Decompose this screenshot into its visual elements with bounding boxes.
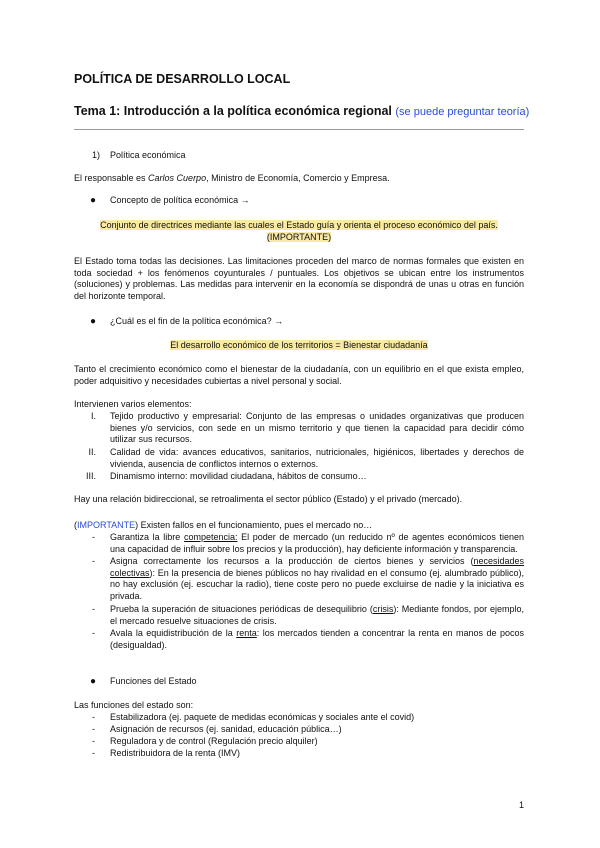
crecimiento-paragraph: Tanto el crecimiento económico como el bienestar de la ciudadanía, con un equilibrio en el que exista empleo, poder adquisitivo y necesidades cubiertas a nivel personal y social. <box>74 364 524 386</box>
fallo-key: renta <box>236 628 257 638</box>
bullet-icon: ● <box>90 195 97 206</box>
fallo-item <box>110 556 524 602</box>
funcion-item: Redistribuidora de la renta (IMV) <box>110 748 241 758</box>
estado-paragraph: El Estado toma todas las decisiones. Las limitaciones proceden del marco de normas formales que existen en toda sociedad + los fenómenos coyunturales / puntuales. Los objetivos se ubican entre los instrumentos (soluciones) y problemas. Las medidas para intervenir en la economía se dispondrá de unas u otras en función del horizonte temporal. <box>74 256 524 301</box>
funcion-item: Asignación de recursos (ej. sanidad, educación pública…) <box>110 724 342 734</box>
fallo-pre: Garantiza la libre <box>110 532 184 542</box>
responsable-name: Carlos Cuerpo <box>148 173 207 183</box>
responsable-before: El responsable es <box>74 173 149 183</box>
fallo-pre: Avala la equidistribución de la <box>110 628 237 638</box>
fallo-post: ): En la presencia de bienes públicos no hay rivalidad en el consumo (ej. alumbrado público), no hay exclusión (ej. escuchar la radio), tiene coste pero no puede excluirse de nadie y la iniciativa es privada. <box>110 567 524 601</box>
tema-note: (se puede preguntar teoría) <box>395 106 530 118</box>
dash-icon: - <box>92 736 95 746</box>
dash-icon: - <box>92 712 95 722</box>
list-number: I. <box>90 411 96 421</box>
fallo-pre: Asigna correctamente los recursos a la producción de ciertos bienes y servicios ( <box>110 556 474 566</box>
dash-icon: - <box>92 556 95 566</box>
section-heading: Política económica <box>110 150 186 160</box>
bullet-icon: ● <box>90 316 97 327</box>
horizontal-rule <box>74 129 524 130</box>
fallo-item <box>110 604 524 627</box>
dash-icon: - <box>92 724 95 734</box>
fallo-post: El poder de mercado (un reducido nº de agentes económicos tienen una capacidad de influir sobre los precios y la producción), hay deficiente información y transparencia. <box>110 532 524 554</box>
dash-icon: - <box>92 604 95 614</box>
concepto-bullet: Concepto de política económica → <box>110 195 250 205</box>
fallos-intro <box>74 520 372 532</box>
list-number: III. <box>85 471 96 481</box>
dash-icon: - <box>92 532 95 542</box>
concepto-definition <box>74 220 524 232</box>
fallo-item <box>110 628 524 651</box>
responsable-line <box>74 173 390 185</box>
responsable-after: , Ministro de Economía, Comercio y Empresa. <box>206 173 390 183</box>
dash-icon: - <box>92 748 95 758</box>
list-item: Dinamismo interno: movilidad ciudadana, hábitos de consumo… <box>110 471 367 481</box>
relacion-line: Hay una relación bidireccional, se retroalimenta el sector público (Estado) y el privado (mercado). <box>74 494 463 504</box>
document-title: POLÍTICA DE DESARROLLO LOCAL <box>74 72 291 86</box>
fallos-intro-text: Existen fallos en el funcionamiento, pues el mercado no… <box>138 520 373 530</box>
definition-line1: Conjunto de directrices mediante las cuales el Estado guía y orienta el proceso económico del país. <box>100 220 498 230</box>
funciones-intro: Las funciones del estado son: <box>74 700 194 710</box>
fin-answer <box>74 340 524 352</box>
fallo-post: : los mercados tienden a concentrar la renta en manos de pocos (desigualdad). <box>110 628 524 650</box>
fallo-key: competencia: <box>183 532 238 542</box>
fallo-item <box>110 532 524 555</box>
fallos-close: ) <box>135 520 139 530</box>
fin-bullet: ¿Cuál es el fin de la política económica? → <box>110 316 284 326</box>
tema-heading <box>74 104 529 118</box>
bullet-icon: ● <box>90 676 97 687</box>
important-tag: IMPORTANTE <box>77 520 136 530</box>
list-item: Calidad de vida: avances educativos, sanitarios, nutricionales, higiénicos, libertades y derechos de vivienda, ausencia de conflictos internos o externos. <box>110 447 524 469</box>
funcion-item: Estabilizadora (ej. paquete de medidas económicas y sociales ante el covid) <box>110 712 415 722</box>
dash-icon: - <box>92 628 95 638</box>
intervienen-intro: Intervienen varios elementos: <box>74 399 192 409</box>
definition-line2: (IMPORTANTE) <box>266 232 332 242</box>
section-number: 1) <box>92 150 101 160</box>
page-number: 1 <box>518 800 524 810</box>
funcion-item: Reguladora y de control (Regulación precio alquiler) <box>110 736 318 746</box>
list-number: II. <box>88 447 96 457</box>
fallo-key: crisis <box>372 604 394 614</box>
tema-title: Tema 1: Introducción a la política económica regional <box>74 104 392 118</box>
fin-answer-text: El desarrollo económico de los territorios = Bienestar ciudadanía <box>170 340 428 350</box>
fallo-pre: Prueba la superación de situaciones periódicas de desequilibrio ( <box>110 604 373 614</box>
fallo-key: necesidades colectivas <box>110 556 524 578</box>
fallo-post: ): Mediante fondos, por ejemplo, el mercado resuelve situaciones de crisis. <box>110 604 524 626</box>
fallos-open: ( <box>74 520 77 530</box>
list-item: Tejido productivo y empresarial: Conjunto de las empresas o unidades organizativas que producen bienes y/o servicios, con sede en un mismo territorio y que tienen la capacidad para decidir cómo utilizar sus recursos. <box>110 411 524 445</box>
funciones-bullet: Funciones del Estado <box>110 676 197 686</box>
concepto-important <box>74 232 524 244</box>
